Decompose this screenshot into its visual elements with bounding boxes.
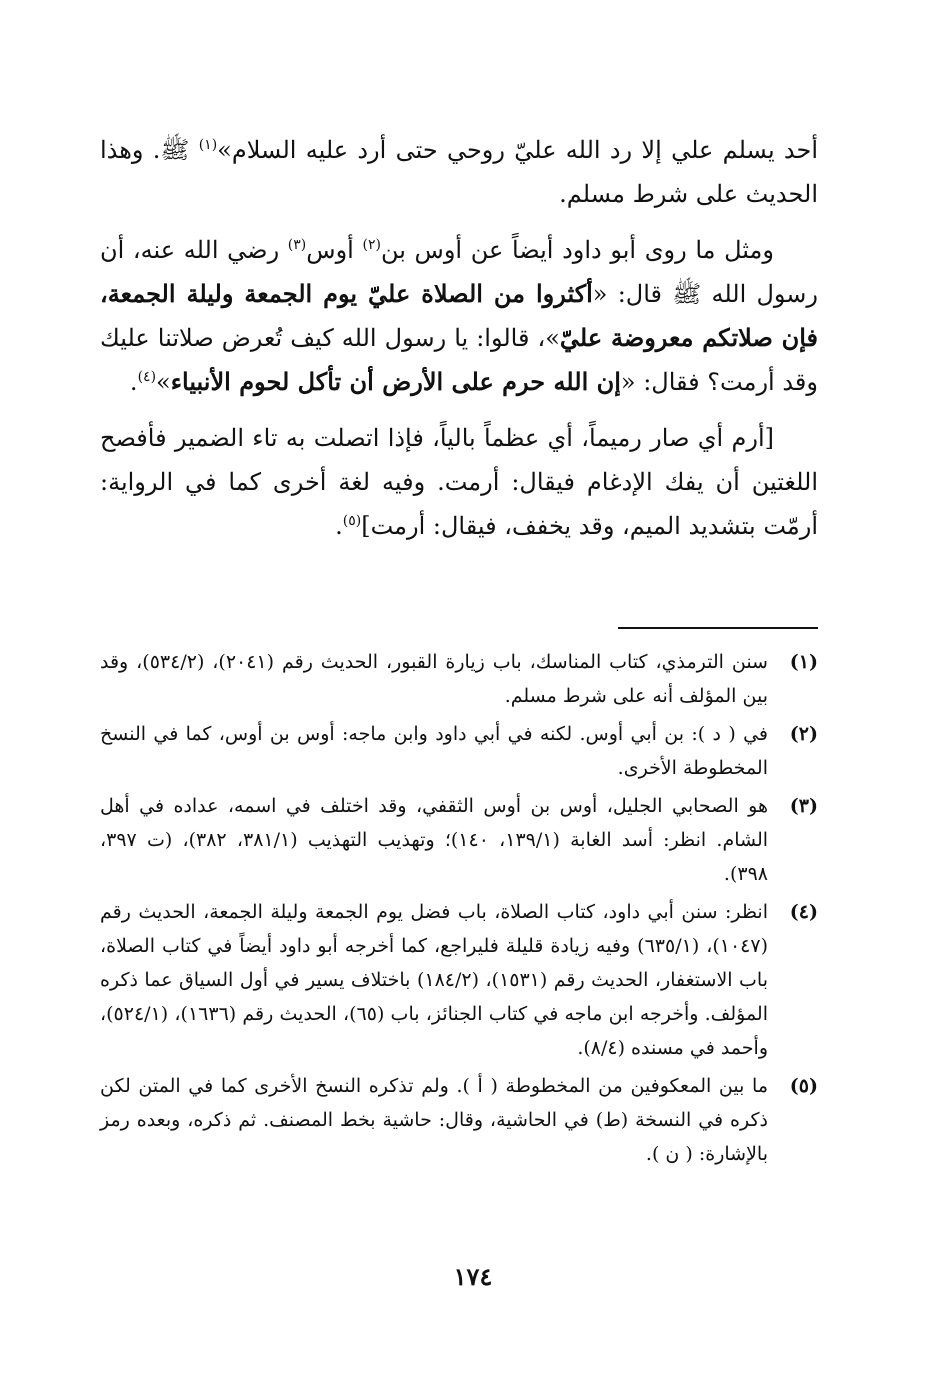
paragraph-2 [100,228,818,404]
footnote-text: ما بين المعكوفين من المخطوطة ( أ ). ولم تذكره النسخ الأخرى كما في المتن لكن ذكره في النسخة (ط) في الحاشية، وقال: حاشية بخط المصنف. ثم ذكره، وبعده رمز بالإشارة: ( ن ). [100,1075,768,1165]
page-number: ١٧٤ [453,1262,493,1291]
footnote-number: (٢) [789,723,818,745]
paragraph-1 [100,128,818,216]
footnote [100,645,818,713]
footnote-text: في ( د ): بن أبي أوس. لكنه في أبي داود وابن ماجه: أوس بن أوس، كما في النسخ المخطوطة الأخرى. [100,723,768,779]
text-run: »، قالوا: يا رسول الله كيف تُعرض صلاتنا عليك وقد أرمت؟ فقال: « [100,324,818,396]
text-run: ومثل ما روى أبو داود أيضاً عن أوس بن [380,236,774,264]
hadith-text-bold: أكثروا من الصلاة عليّ يوم الجمعة وليلة الجمعة، فإن صلاتكم معروضة عليّ [100,279,818,352]
text-run: . [335,512,343,540]
footnote-number: (٣) [789,795,818,817]
footnote-number: (٥) [789,1075,818,1097]
footnote-number: (٤) [789,901,818,923]
text-run: أحد يسلم علي إلا رد الله عليّ روحي حتى أرد عليه السلام» [217,136,819,164]
footnote-ref-5: (٥) [342,513,362,529]
main-text [100,128,818,560]
footnote [100,717,818,785]
text-run: . [129,368,138,396]
footnote-text: هو الصحابي الجليل، أوس بن أوس الثقفي، وقد اختلف في اسمه، عداده في أهل الشام. انظر: أسد الغابة (١٣٩/١، ١٤٠)؛ وتهذيب التهذيب (٣٨١/١، ٣٨٢)، (ت ٣٩٧، ٣٩٨). [100,795,769,885]
footnote [100,1069,818,1171]
footnote-text: سنن الترمذي، كتاب المناسك، باب زيارة القبور، الحديث رقم (٢٠٤١)، (٥٣٤/٢)، وقد بين المؤلف أنه على شرط مسلم. [100,651,768,707]
hadith-text-bold: إن الله حرم على الأرض أن تأكل لحوم الأنبياء [170,367,621,396]
footnote [100,895,818,1065]
footnote-ref-4: (٤) [137,369,157,385]
text-run: » [156,368,171,396]
footnotes [100,645,818,1175]
text-run: [أرم أي صار رميماً، أي عظماً بالياً، فإذا اتصلت به تاء الضمير فأفصح اللغتين أن يفك الإدغام فيقال: أرمت. وفيه لغة أخرى كما في الرواية: أرمّت بتشديد الميم، وقد يخفف، فيقال: أرمت] [100,424,818,540]
text-run: رضي الله عنه، أن رسول الله ﷺ قال: « [100,236,818,308]
text-run: ﷺ. وهذا الحديث على شرط مسلم. [100,136,818,208]
footnote [100,789,818,891]
footnote-separator [618,627,818,629]
footnote-ref-2: (٢) [362,237,381,253]
footnote-number: (١) [789,651,818,673]
text-run: أوس [306,236,363,264]
footnote-ref-3: (٣) [287,237,307,253]
footnote-text: انظر: سنن أبي داود، كتاب الصلاة، باب فضل يوم الجمعة وليلة الجمعة، الحديث رقم (١٠٤٧)، (٦٣٥/١) وفيه زيادة قليلة فليراجع، كما أخرجه أبو داود أيضاً في كتاب الصلاة، باب الاستغفار، الحديث رقم (١٥٣١)، (١٨٤/٢) باختلاف يسير في أول السياق عما ذكره المؤلف. وأخرجه ابن ماجه في كتاب الجنائز، باب (٦٥)، الحديث رقم (١٦٣٦)، (٥٢٤/١)، وأحمد في مسنده (٨/٤). [100,901,769,1059]
paragraph-3 [100,416,818,548]
footnote-ref-1: (١) [198,137,218,153]
